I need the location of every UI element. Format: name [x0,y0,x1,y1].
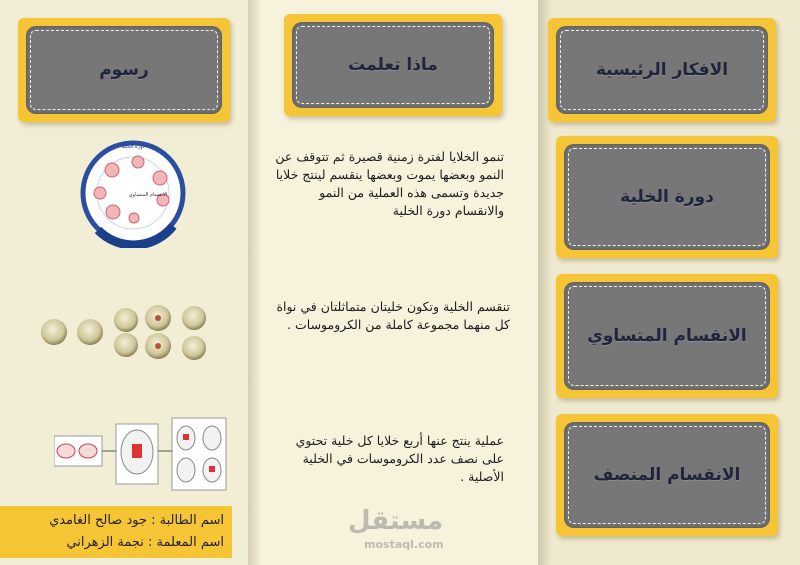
diagram-label-mitosis: الانقسام المتساوي [128,192,168,198]
mitosis-cells-image [38,300,218,372]
cell-cycle-diagram [78,138,188,248]
cell-cycle-title: دورة الخلية [620,187,714,207]
learned-card [284,14,502,116]
cell-cycle-card-inner [564,144,770,250]
middle-panel [248,0,538,565]
mitosis-title: الانقسام المتساوي [587,326,747,346]
teacher-name: اسم المعلمة : نجمة الزهراني [66,535,224,550]
drawings-card [18,18,230,122]
diagram-label-reproduction: التكاثر الجنسي [117,232,149,238]
main-ideas-card [548,18,776,122]
cell-cycle-card [556,136,778,258]
meiosis-text: عملية ينتج عنها أربع خلايا كل خلية تحتوي على نصف عدد الكروموسات في الخلية الأصلية . [295,433,504,484]
drawings-title: رسوم [99,60,149,80]
student-name: اسم الطالبة : جود صالح الغامدي [49,513,224,528]
meiosis-card-inner [564,422,770,528]
right-panel [538,0,800,565]
mitosis-card [556,274,778,398]
meiosis-diagram [54,414,234,494]
meiosis-title: الانقسام المنصف [593,465,741,485]
watermark-logo: مستقل [348,506,444,536]
drawings-card-inner [26,26,222,114]
mitosis-text: تنقسم الخلية وتكون خليتان متماثلتان في نواة كل منهما مجموعة كاملة من الكروموسات . [276,299,510,332]
mitosis-card-inner [564,282,770,390]
credits-box [0,506,232,558]
cell-cycle-text: تنمو الخلايا لفترة زمنية قصيرة ثم تتوقف عن النمو وبعضها يموت وبعضها ينقسم لينتج خلايا جديدة وتسمى هذه العملية من النمو والانقسام دورة الخلية [275,149,504,218]
left-panel [0,0,248,565]
diagram-label-cycle: دورة الخلية [121,144,145,150]
watermark-url: mostaql.com [364,538,444,551]
meiosis-card [556,414,778,536]
main-ideas-card-inner [556,26,768,114]
main-ideas-title: الافكار الرئيسية [595,60,729,80]
learned-card-inner [292,22,494,108]
fold-shadow-left [248,0,262,565]
learned-title: ماذا تعلمت [348,55,438,75]
